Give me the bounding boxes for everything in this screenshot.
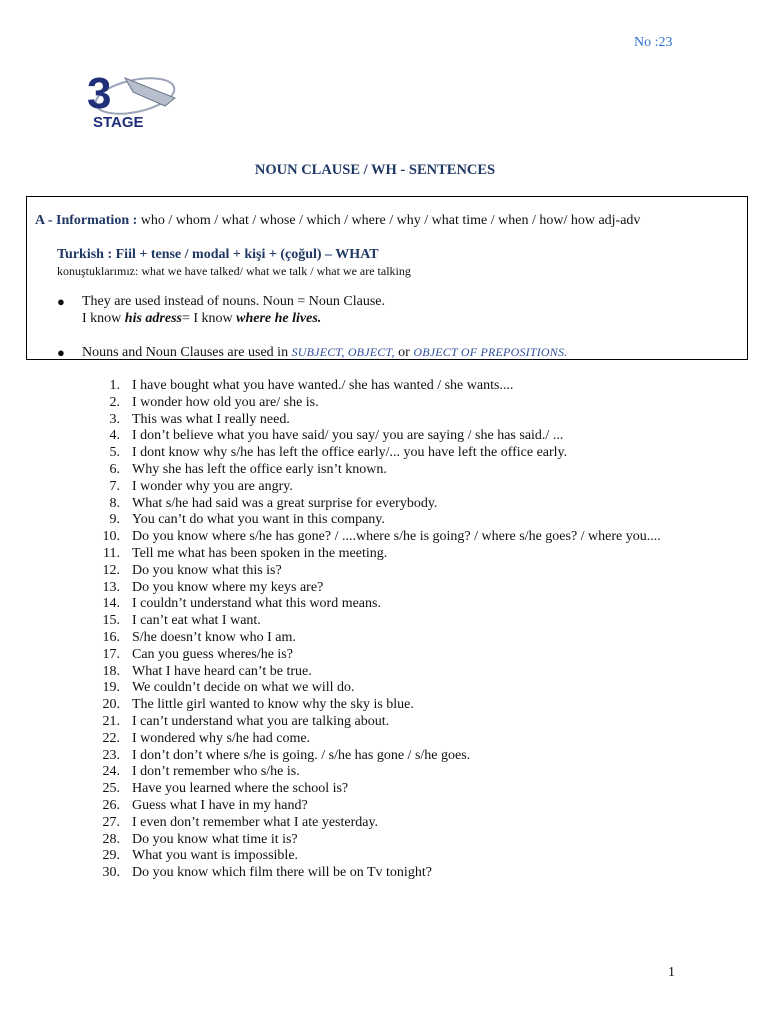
sentence-text: Do you know what this is? [132, 562, 282, 578]
sentence-item [92, 731, 692, 748]
information-label: A - Information : [35, 213, 138, 228]
sentence-text: I wonder how old you are/ she is. [132, 394, 319, 410]
sentence-number: 27. [102, 814, 120, 830]
sentence-text: Tell me what has been spoken in the meeting. [132, 545, 388, 561]
sentence-text: We couldn’t decide on what we will do. [132, 680, 355, 696]
bullet-icon: ● [57, 294, 65, 309]
sentence-item [92, 815, 692, 832]
sentence-number: 30. [102, 865, 120, 881]
turkish-formula: Turkish : Fiil + tense / modal + kişi + (çoğul) – WHAT [57, 247, 379, 262]
sentence-text: I couldn’t understand what this word means. [132, 596, 381, 612]
bullet-line: They are used instead of nouns. Noun = Noun Clause. [82, 294, 386, 309]
sentence-number: 18. [102, 663, 120, 679]
sentence-number: 1. [109, 378, 120, 393]
sentence-text: This was what I really need. [132, 411, 290, 427]
sentence-number: 15. [102, 613, 120, 629]
emphasis: OBJECT OF PREPOSITIONS. [413, 345, 568, 359]
sentence-number: 2. [109, 394, 120, 410]
document-number: No :23 [634, 35, 673, 50]
logo-graphic [85, 66, 185, 134]
sentence-text: Why she has left the office early isn’t known. [132, 461, 387, 477]
sentence-item [92, 596, 692, 613]
sentence-item [92, 748, 692, 765]
sentence-text: Have you learned where the school is? [132, 781, 349, 797]
sentence-text: Can you guess wheres/he is? [132, 646, 293, 662]
emphasis: where he lives. [236, 311, 322, 326]
sentence-text: I don’t believe what you have said/ you say/ you are saying / she has said./ ... [132, 428, 564, 444]
logo-word: STAGE [93, 114, 144, 131]
sentence-text: You can’t do what you want in this company. [132, 512, 385, 528]
page-title: NOUN CLAUSE / WH - SENTENCES [254, 162, 496, 178]
bullet-example: I know his adress= I know where he lives. [82, 311, 322, 326]
logo [85, 66, 185, 134]
sentence-number: 10. [102, 529, 120, 545]
sentence-item [92, 546, 692, 563]
sentence-item [92, 664, 692, 681]
sentence-text: I even don’t remember what I ate yesterday. [132, 814, 379, 830]
sentence-item [92, 529, 692, 546]
sentence-item [92, 714, 692, 731]
sentence-number: 16. [102, 629, 120, 645]
turkish-example: konuştuklarımız: what we have talked/ what we talk / what we are talking [57, 264, 411, 278]
sentence-number: 26. [102, 797, 120, 813]
emphasis: his adress [124, 311, 182, 326]
information-box: A - Information : who / whom / what / whose / which / where / why / what time / when / how/ how adj-adv Turkish : Fiil + tense / modal + kişi + (çoğul) – WHAT konuştuklarımız: what we have talked/ what we talk / what we are talking ● They are used instead of nouns. Noun = Noun Clause. I know his adress= I know where he lives. ● Nouns and Noun Clauses are used in SUBJECT, OBJECT, or OBJECT OF PREPOSITIONS. [26, 196, 748, 360]
sentence-text: I can’t eat what I want. [132, 613, 261, 629]
sentence-number: 9. [109, 512, 120, 528]
information-line [35, 213, 640, 229]
sentence-text: I dont know why s/he has left the office early/... you have left the office early. [132, 445, 568, 461]
sentence-text: What I have heard can’t be true. [132, 663, 312, 679]
sentence-item [92, 378, 692, 395]
sentence-number: 17. [102, 646, 120, 662]
sentence-item [92, 697, 692, 714]
sentence-text: S/he doesn’t know who I am. [132, 629, 296, 645]
sentence-number: 11. [103, 545, 120, 561]
sentence-item [92, 781, 692, 798]
sentence-number: 19. [102, 680, 120, 696]
sentence-text: I wondered why s/he had come. [132, 730, 311, 746]
sentence-number: 5. [109, 445, 120, 461]
sentence-number: 13. [102, 579, 120, 595]
sentence-item [92, 496, 692, 513]
sentence-list [92, 378, 692, 882]
sentence-item [92, 647, 692, 664]
sentence-number: 28. [102, 831, 120, 847]
emphasis: SUBJECT, OBJECT, [291, 345, 395, 359]
sentence-item [92, 613, 692, 630]
sentence-item [92, 764, 692, 781]
sentence-item [92, 512, 692, 529]
sentence-text: I can’t understand what you are talking about. [132, 713, 390, 729]
wh-words: who / whom / what / whose / which / where / why / what time / when / how/ how adj-adv [140, 213, 641, 228]
sentence-item [92, 428, 692, 445]
sentence-text: I wonder why you are angry. [132, 478, 293, 494]
sentence-item [92, 798, 692, 815]
sentence-text: Do you know which film there will be on Tv tonight? [132, 865, 432, 881]
sentence-text: Do you know what time it is? [132, 831, 298, 847]
sentence-item [92, 479, 692, 496]
sentence-number: 22. [102, 730, 120, 746]
sentence-item [92, 630, 692, 647]
sentence-number: 3. [109, 411, 120, 427]
sentence-number: 23. [102, 747, 120, 763]
sentence-item [92, 395, 692, 412]
sentence-text: Do you know where my keys are? [132, 579, 324, 595]
sentence-item [92, 832, 692, 849]
sentence-text: I don’t remember who s/he is. [132, 764, 300, 780]
sentence-number: 21. [102, 713, 120, 729]
sentence-number: 20. [102, 697, 120, 713]
sentence-number: 25. [102, 781, 120, 797]
sentence-text: Do you know where s/he has gone? / ....where s/he is going? / where s/he goes? / where you.... [132, 529, 661, 545]
sentence-item [92, 848, 692, 865]
sentence-text: Guess what I have in my hand? [132, 797, 308, 813]
page-number: 1 [668, 965, 675, 980]
sentence-number: 6. [109, 461, 120, 477]
sentence-item [92, 563, 692, 580]
sentence-item [92, 412, 692, 429]
sentence-item [92, 865, 692, 882]
sentence-item [92, 462, 692, 479]
sentence-number: 14. [102, 596, 120, 612]
sentence-text: What s/he had said was a great surprise for everybody. [132, 495, 438, 511]
sentence-number: 12. [102, 562, 120, 578]
sentence-number: 24. [102, 764, 120, 780]
sentence-text: I have bought what you have wanted./ she has wanted / she wants.... [132, 378, 514, 393]
sentence-number: 29. [102, 848, 120, 864]
logo-number: 3 [87, 69, 112, 118]
bullet-icon: ● [57, 345, 65, 360]
sentence-item [92, 580, 692, 597]
sentence-number: 7. [109, 478, 120, 494]
sentence-text: The little girl wanted to know why the sky is blue. [132, 697, 414, 713]
sentence-number: 8. [109, 495, 120, 511]
sentence-number: 4. [109, 428, 120, 444]
sentence-text: What you want is impossible. [132, 848, 299, 864]
sentence-text: I don’t don’t where s/he is going. / s/he has gone / s/he goes. [132, 747, 471, 763]
sentence-item [92, 445, 692, 462]
sentence-item [92, 680, 692, 697]
